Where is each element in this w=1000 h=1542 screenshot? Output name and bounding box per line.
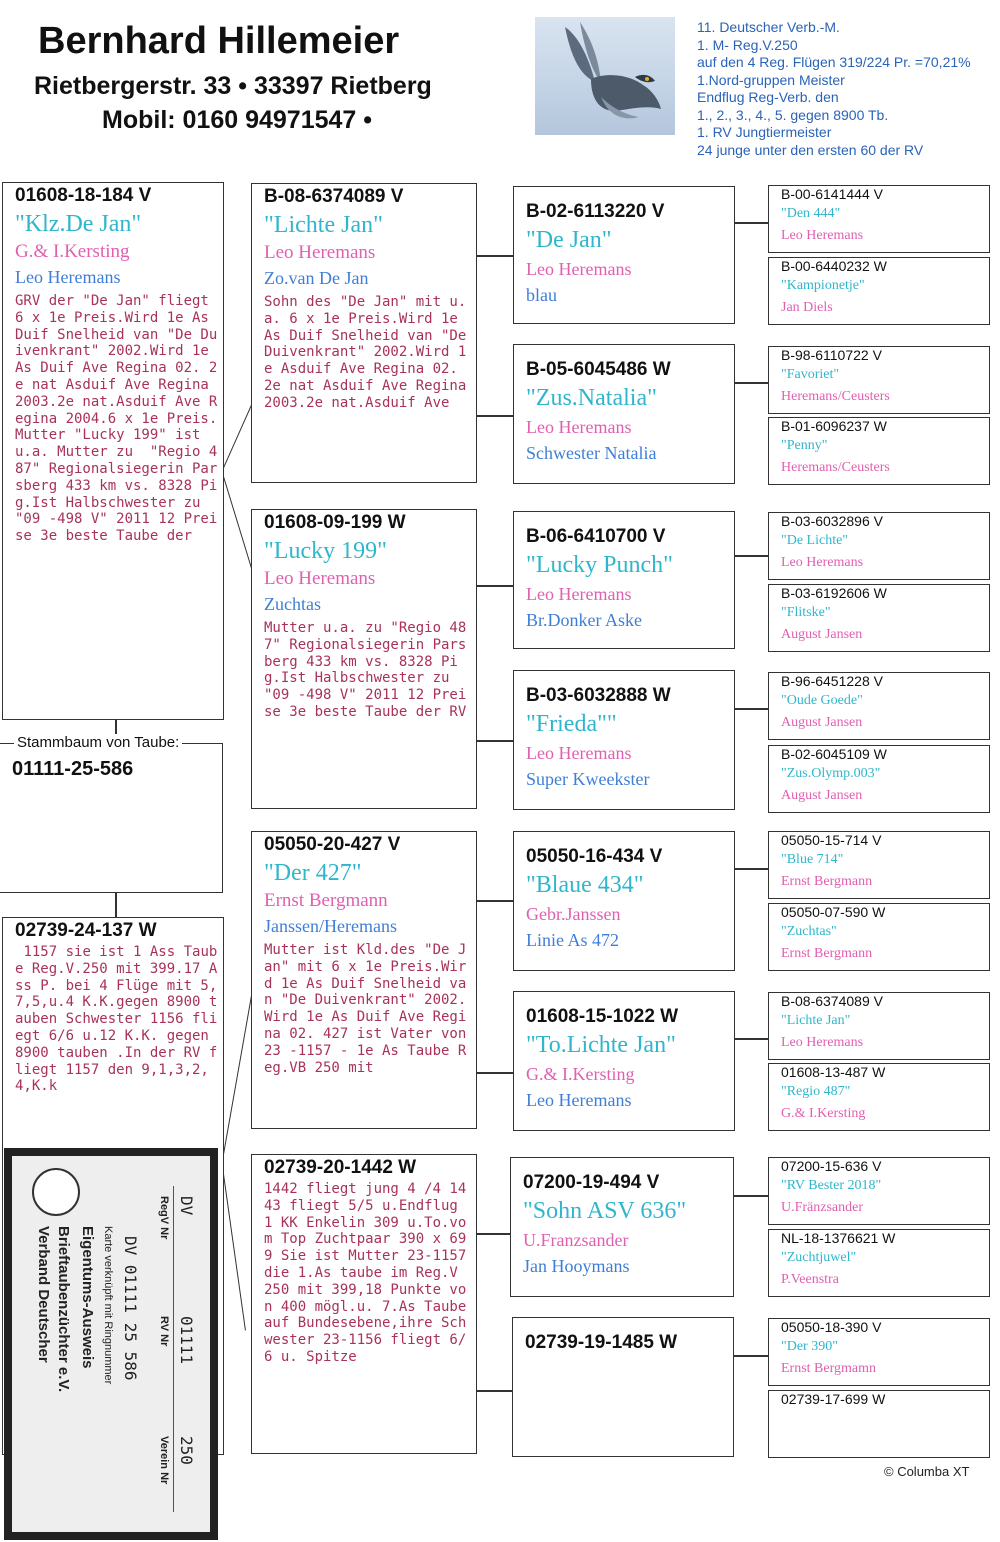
gen2-box[interactable] [251,831,477,1129]
gen4-breeder: Leo Heremans [781,1035,864,1050]
gen3-ring: B-03-6032888 W [526,685,671,706]
gen4-name: "Zuchtjuwel" [781,1250,857,1265]
gen4-ring: B-02-6045109 W [781,746,887,762]
gen4-name: "Der 390" [781,1339,838,1354]
gen4-box[interactable] [768,1157,990,1225]
gen4-ring: B-98-6110722 V [781,347,882,363]
gen2-ring: 02739-20-1442 W [264,1157,417,1178]
gen3-line: blau [526,285,557,305]
gen2-line: Zuchtas [264,594,321,614]
gen4-name: "Favoriet" [781,367,840,382]
dam-notes: 1157 sie ist 1 Ass Taube Reg.V.250 mit 399.17 Ass P. bei 4 Flüge mit 5,7,5,u.4 K.K.gegen 8900 tauben Schwester 1156 fliegt 6/6 u.12 K.K. gegen 8900 tauben .In der RV fliegt 1157 den 9,1,3,2,4,K.k [15,944,218,1095]
gen4-box[interactable] [768,1318,990,1386]
connector [476,255,514,257]
gen3-box[interactable] [513,831,735,971]
gen4-ring: B-01-6096237 W [781,418,887,434]
gen2-ring: 05050-20-427 V [264,834,401,855]
gen2-name: "Der 427" [264,860,362,886]
sire-notes: GRV der "De Jan" fliegt 6 x 1e Preis.Wird 1e As Duif Snelheid van "De Duivenkrant" 2002.Wird 1e As Duif Ave Regina 02. 2e nat Asduif Ave Regina 2003.2e nat.Asduif Ave Regina 2004.6 x 1e Preis. Mutter "Lucky 199" ist u.a. Mutter zu "Regio 487" Regionalsiegerin Parsberg 433 km vs. 8328 Pig.Ist Halbschwester zu "09 -498 V" 2011 12 Preise 3e beste Taube der [15,293,226,545]
gen4-name: "De Lichte" [781,533,849,548]
gen4-box[interactable] [768,745,990,813]
gen3-name: "De Jan" [526,227,612,253]
gen4-breeder: Leo Heremans [781,555,864,570]
gen4-name: "Flitske" [781,605,831,620]
card-col2-label: RV Nr [158,1316,170,1347]
card-inner [12,1156,210,1532]
gen4-breeder: Jan Diels [781,300,833,315]
card-org-line1: Verband Deutscher [35,1226,52,1363]
gen3-ring: 07200-19-494 V [523,1172,660,1193]
gen4-box[interactable] [768,831,990,899]
breeder-mobile: Mobil: 0160 94971547 • [102,106,373,134]
gen3-name: "To.Lichte Jan" [526,1032,676,1058]
gen4-ring: B-00-6141444 V [781,186,883,202]
gen2-line: Janssen/Heremans [264,916,397,936]
gen2-box[interactable] [251,183,477,483]
gen4-breeder: Leo Heremans [781,228,864,243]
gen4-box[interactable] [768,992,990,1060]
pedigree-caption: Stammbaum von Taube: [14,734,182,751]
sire-ring: 01608-18-184 V [15,185,152,206]
connector [476,585,514,587]
gen4-breeder: August Jansen [781,715,863,730]
sire-line: Leo Heremans [15,267,121,287]
achievement-line: 1. RV Jungtiermeister [697,124,832,140]
copyright: © Columba XT [884,1464,970,1479]
gen3-ring: 01608-15-1022 W [526,1006,679,1027]
gen3-ring: B-02-6113220 V [526,201,665,222]
gen4-name: "Kampionetje" [781,278,865,293]
dam-ring: 02739-24-137 W [15,920,157,941]
connector [733,708,768,710]
gen3-breeder: Leo Heremans [526,417,632,437]
gen4-ring: 05050-15-714 V [781,832,882,848]
gen4-breeder: Ernst Bergmamn [781,1361,877,1376]
gen4-name: "Lichte Jan" [781,1013,851,1028]
achievement-line: 1.Nord-gruppen Meister [697,71,845,88]
gen4-breeder: Heremans/Ceusters [781,460,890,475]
card-col1-label: RegV Nr [158,1196,170,1240]
card-col1-value: DV [177,1196,196,1216]
gen4-breeder: August Jansen [781,788,863,803]
connector-diagonal [221,1160,246,1330]
breeder-address: Rietbergerstr. 33 • 33397 Rietberg [34,72,432,100]
gen4-breeder: P.Veenstra [781,1272,839,1287]
gen4-ring: NL-18-1376621 W [781,1230,896,1246]
gen3-breeder: G.& I.Kersting [526,1064,635,1084]
gen3-box[interactable] [513,186,735,324]
gen3-line: Jan Hooymans [523,1256,630,1276]
gen2-line: Zo.van De Jan [264,268,369,288]
gen3-ring: B-05-6045486 W [526,359,671,380]
connector [733,1355,768,1357]
gen3-breeder: Gebr.Janssen [526,904,621,924]
gen2-breeder: Ernst Bergmann [264,890,388,911]
gen4-box[interactable] [768,257,990,325]
gen4-box[interactable] [768,417,990,485]
gen2-box[interactable] [251,509,477,809]
gen3-box[interactable] [513,511,735,649]
card-col3-label: Verein Nr [158,1436,170,1485]
gen2-name: "Lichte Jan" [264,212,383,238]
subject-ring: 01111-25-586 [12,758,134,780]
gen3-box[interactable] [512,1317,734,1457]
gen2-ring: 01608-09-199 W [264,512,406,533]
gen4-name: "Zus.Olymp.003" [781,766,881,781]
gen3-breeder: Leo Heremans [526,743,632,763]
connector [476,900,514,902]
gen4-name: "Oude Goede" [781,693,863,708]
connector [733,1195,768,1197]
gen3-breeder: Leo Heremans [526,584,632,604]
gen3-name: "Sohn ASV 636" [523,1198,687,1224]
gen4-name: "RV Bester 2018" [781,1178,882,1193]
gen3-line: Linie As 472 [526,930,619,950]
pigeon-photo [535,17,675,135]
gen4-breeder: Ernst Bergmann [781,946,873,961]
card-divider [173,1186,174,1512]
card-title: Eigentums-Ausweis [79,1226,96,1369]
connector [115,892,117,918]
achievement-line: 24 junge unter den ersten 60 der RV [697,141,924,158]
sire-name: "Klz.De Jan" [15,211,142,237]
gen3-box[interactable] [513,991,735,1131]
gen3-line: Super Kweekster [526,769,650,789]
gen4-box[interactable] [768,672,990,740]
gen3-ring: 02739-19-1485 W [525,1332,678,1353]
gen2-notes: Mutter ist Kld.des "De Jan" mit 6 x 1e Preis.Wird 1e As Duif Snelheid van "De Duivenkrant" 2002.Wird 1e As Duif Ave Regina 02. 427 ist Vater von 23 -1157 - 1e As Taube Reg.VB 250 mit [264,942,475,1076]
gen4-ring: 05050-07-590 W [781,904,886,920]
gen4-breeder: August Jansen [781,627,863,642]
achievement-line: auf den 4 Reg. Flügen 319/224 Pr. =70,21% [697,54,971,70]
achievement-line: 1., 2., 3., 4., 5. gegen 8900 Tb. [697,106,889,123]
card-subtitle: Karte verknüpft mit Ringnummer [102,1226,114,1385]
gen4-ring: B-00-6440232 W [781,258,887,274]
gen2-ring: B-08-6374089 V [264,186,404,207]
breeder-name: Bernhard Hillemeier [38,20,400,62]
gen3-line: Br.Donker Aske [526,610,642,630]
gen3-breeder: Leo Heremans [526,259,632,279]
card-ring: DV 01111 25 586 [121,1236,140,1381]
gen4-ring: 02739-17-699 W [781,1391,886,1407]
gen3-box[interactable] [510,1157,734,1297]
gen4-name: "Regio 487" [781,1084,851,1099]
gen4-breeder: G.& I.Kersting [781,1106,866,1121]
gen4-name: "Den 444" [781,206,841,221]
achievement-line: 1. M- Reg.V.250 [697,36,798,53]
gen2-notes: Mutter u.a. zu "Regio 487" Regionalsiegerin Parsberg 433 km vs. 8328 Pig.Ist Halbschwester zu "09 -498 V" 2011 12 Preise 3e beste Taube der RV [264,620,467,720]
achievement-line: 11. Deutscher Verb.-M. [697,19,840,35]
gen4-ring: 05050-18-390 V [781,1319,882,1335]
connector [733,1038,768,1040]
gen4-box[interactable] [768,584,990,652]
gen3-box[interactable] [513,344,735,484]
gen2-notes: Sohn des "De Jan" mit u.a. 6 x 1e Preis.Wird 1e As Duif Snelheid van "De Duivenkrant" 2002.Wird 1e Asduif Ave Regina 02. 2e nat Asduif Ave Regina 2003.2e nat.Asduif Ave [264,294,475,411]
achievement-line: Endflug Reg-Verb. den [697,89,839,105]
gen4-ring: B-03-6192606 W [781,585,887,601]
gen3-name: "Zus.Natalia" [526,385,657,411]
connector [733,868,768,870]
gen4-box[interactable] [768,185,990,253]
ownership-card [4,1148,218,1540]
gen2-box[interactable] [251,1154,477,1454]
sire-breeder: G.& I.Kersting [15,241,130,262]
achievements-list [697,19,997,159]
card-col3-value: 250 [177,1436,196,1465]
gen2-breeder: Leo Heremans [264,242,376,263]
gen3-line: Leo Heremans [526,1090,632,1110]
connector [476,1072,514,1074]
connector [733,222,768,224]
sire-box[interactable] [2,182,224,720]
subject-box[interactable] [0,743,223,893]
card-org-line2: Brieftaubenzüchter e.V. [55,1226,72,1393]
gen3-box[interactable] [513,670,735,810]
gen4-box[interactable] [768,1063,990,1131]
connector [476,415,514,417]
gen3-line: Schwester Natalia [526,443,657,463]
gen4-ring: B-96-6451228 V [781,673,883,689]
gen4-breeder: Ernst Bergmann [781,874,873,889]
card-col2-value: 01111 [177,1316,196,1365]
gen4-box[interactable] [768,1390,990,1458]
gen4-name: "Zuchtas" [781,924,837,939]
gen3-ring: 05050-16-434 V [526,846,663,867]
card-rotated [12,1156,210,1532]
gen4-name: "Blue 714" [781,852,844,867]
gen2-notes: 1442 fliegt jung 4 /4 1443 fliegt 5/5 u.Endflug 1 KK Enkelin 309 u.To.vom Top Zuchtpaar 390 x 699 Sie ist Mutter 23-1157 die 1.As taube im Reg.V 250 mit 399,18 Punkte von 400 mögl.u. 7.As Taube auf Bundesebene,ihre Schwester 23-1156 fliegt 6/6 u. Spitze [264,1181,475,1365]
gen4-box[interactable] [768,1229,990,1297]
gen3-breeder: U.Franzsander [523,1230,629,1250]
gen3-ring: B-06-6410700 V [526,526,666,547]
connector [476,1390,514,1392]
connector [733,555,768,557]
gen3-name: "Lucky Punch" [526,552,673,578]
connector [733,382,768,384]
gen4-ring: B-03-6032896 V [781,513,883,529]
vdb-logo-icon [32,1168,80,1216]
gen4-ring: B-08-6374089 V [781,993,883,1009]
gen4-box[interactable] [768,903,990,971]
gen2-name: "Lucky 199" [264,538,387,564]
connector [476,740,514,742]
connector [476,1233,514,1235]
gen3-name: "Blaue 434" [526,872,644,898]
gen4-name: "Penny" [781,438,828,453]
gen4-box[interactable] [768,346,990,414]
gen3-name: "Frieda"" [526,711,617,737]
gen4-ring: 07200-15-636 V [781,1158,882,1174]
gen2-breeder: Leo Heremans [264,568,376,589]
gen4-breeder: U.Fränzsander [781,1200,864,1215]
pigeon-icon [535,17,675,135]
gen4-box[interactable] [768,512,990,580]
gen4-ring: 01608-13-487 W [781,1064,886,1080]
gen4-breeder: Heremans/Ceusters [781,389,890,404]
